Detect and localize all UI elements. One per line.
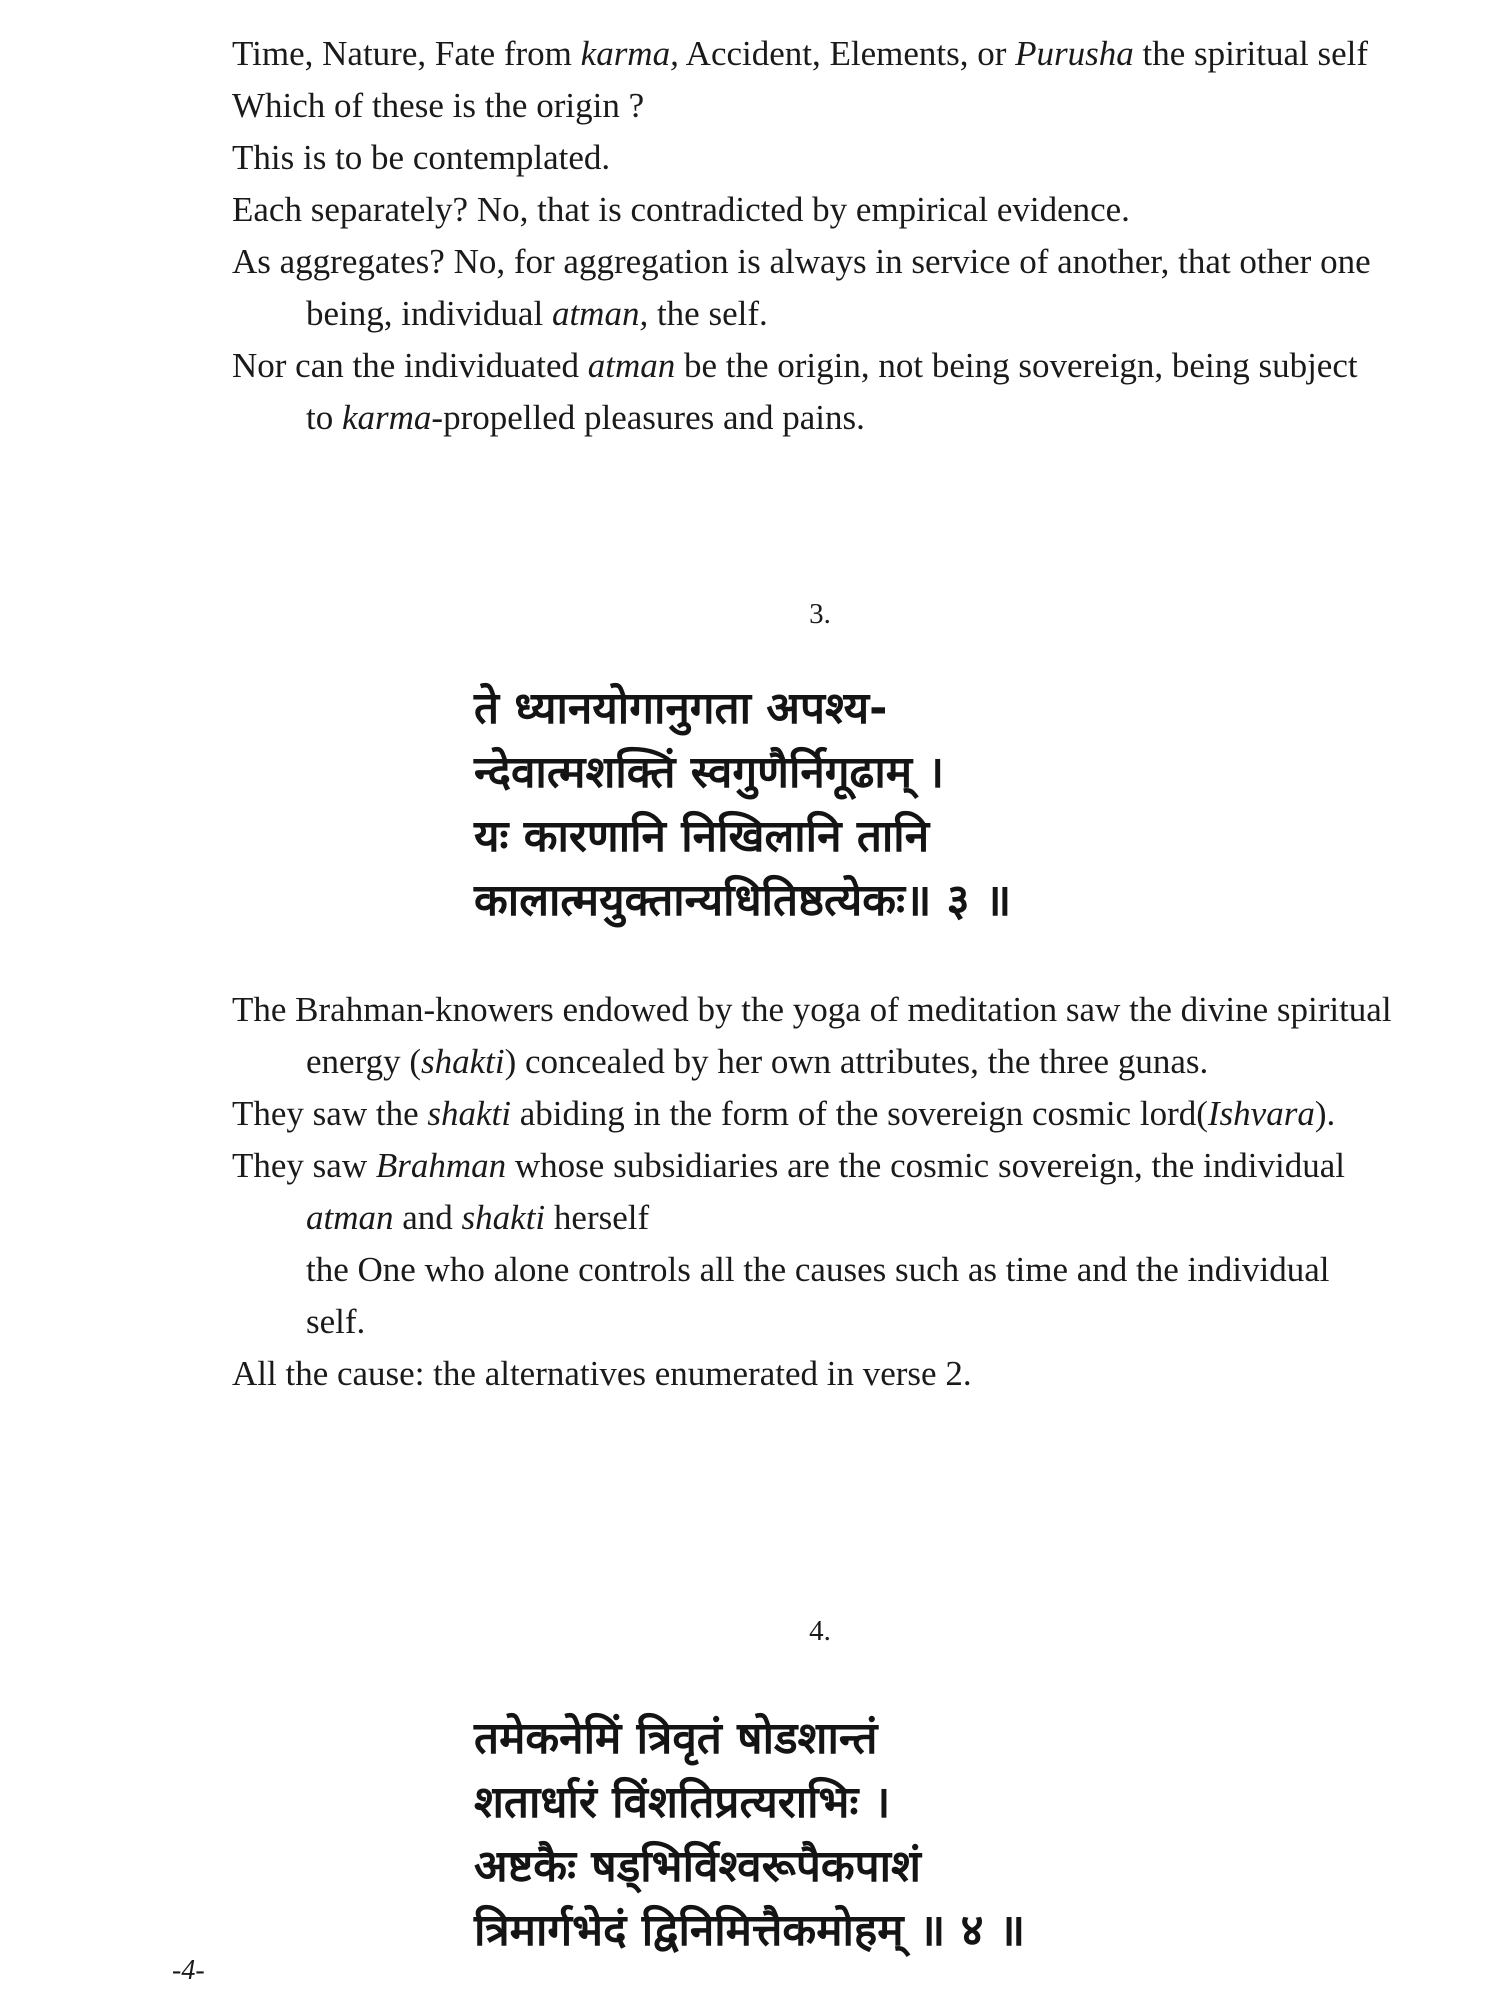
text-segment: the One who alone controls all the causes such as time and the individual self. [306,1250,1330,1341]
text-segment: the self. [648,294,768,333]
sanskrit-verse-4 [474,1707,1374,1963]
italic-term: Purusha [1015,34,1134,73]
verse-number-4: 4. [809,1615,831,1647]
text-segment: and [393,1198,462,1237]
italic-term: atman, [551,294,649,333]
italic-term: atman [306,1198,394,1237]
sanskrit-line: ते ध्यानयोगानुगता अपश्य- [474,683,888,734]
text-segment: abiding in the form of the sovereign cosmic lord( [510,1094,1208,1133]
text-segment: The Brahman-knowers endowed by the yoga of meditation saw the divine spiritual energy ( [232,990,1392,1081]
text-segment: As aggregates? No, for aggregation is always in service of another, that other one being, individual [232,242,1371,333]
commentary-verse-2 [232,28,1392,444]
text-segment: Time, Nature, Fate from [232,34,581,73]
text-segment: All the cause: the alternatives enumerated in verse 2. [232,1354,972,1393]
sanskrit-line: कालात्मयुक्तान्यधितिष्ठत्येकः॥ ३ ॥ [474,875,1012,926]
sanskrit-line: यः कारणानि निखिलानि तानि [474,811,930,862]
paragraph [232,984,1392,1088]
paragraph [232,1088,1392,1140]
paragraph [232,236,1392,340]
text-segment: Nor can the individuated [232,346,588,385]
text-segment: Each separately? No, that is contradicted by empirical evidence. [232,190,1130,229]
text-segment: the spiritual self [1133,34,1369,73]
paragraph [232,1348,1392,1400]
italic-term: Ishvara [1207,1094,1315,1133]
paragraph [232,184,1392,236]
commentary-verse-3 [232,984,1392,1400]
italic-term: karma [341,398,432,437]
italic-term: shakti [421,1042,505,1081]
text-segment: Accident, Elements, or [678,34,1016,73]
italic-term: Brahman [375,1146,507,1185]
sanskrit-verse-3 [474,677,1374,933]
sanskrit-line: न्देवात्मशक्तिं स्वगुणैर्निगूढाम् । [474,747,945,798]
text-segment: They saw [232,1146,376,1185]
text-segment: Which of these is the origin ? [232,86,645,125]
text-segment: They saw the [232,1094,428,1133]
paragraph [232,80,1392,132]
italic-term: atman [587,346,676,385]
italic-term: shakti [461,1198,546,1237]
sanskrit-line: तमेकनेमिं त्रिवृतं षोडशान्तं [474,1713,878,1764]
text-segment: be the origin, not being sovereign, being subject to [306,346,1358,437]
paragraph [232,1244,1392,1348]
italic-term: shakti [427,1094,511,1133]
text-segment: herself [545,1198,650,1237]
page-number: -4- [172,1955,205,1986]
text-segment: whose subsidiaries are the cosmic sovereign, the individual [506,1146,1345,1185]
sanskrit-line: शतार्धारं विंशतिप्रत्यराभिः । [474,1777,891,1828]
paragraph [232,132,1392,184]
verse-number-3: 3. [809,598,831,630]
text-segment: ). [1314,1094,1336,1133]
paragraph [232,1140,1392,1244]
sanskrit-line: अष्टकैः षड्भिर्विश्वरूपैकपाशं [474,1841,921,1892]
paragraph [232,340,1392,444]
sanskrit-line: त्रिमार्गभेदं द्विनिमित्तैकमोहम् ॥ ४ ॥ [474,1905,1026,1956]
text-segment: ) concealed by her own attributes, the three gunas. [504,1042,1209,1081]
italic-term: karma, [580,34,679,73]
paragraph [232,28,1392,80]
text-segment: This is to be contemplated. [232,138,611,177]
text-segment: -propelled pleasures and pains. [431,398,865,437]
